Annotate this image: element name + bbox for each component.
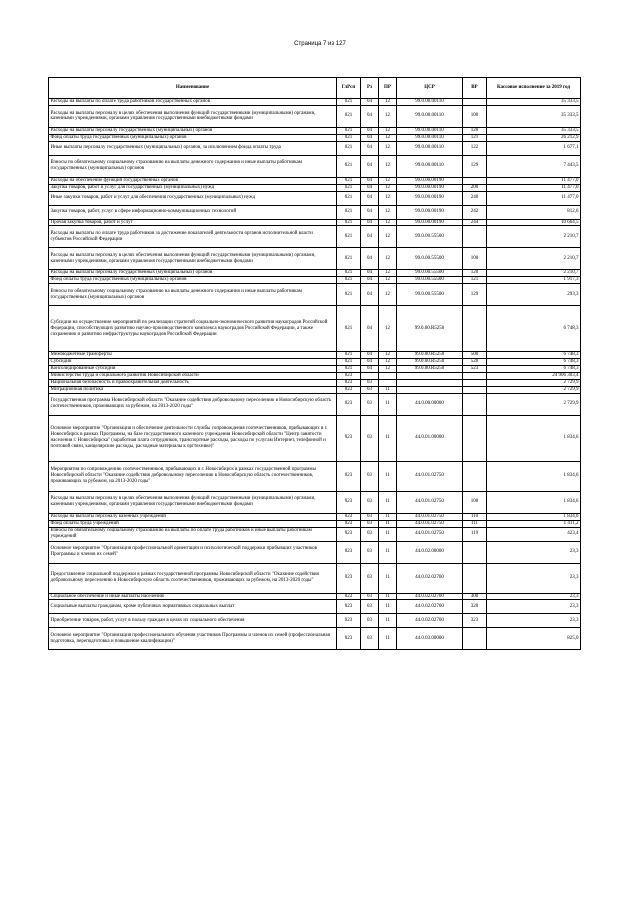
cell-csr: 44.0.03.00000 xyxy=(397,628,463,650)
table-row xyxy=(49,184,581,191)
cell-amount: 11 477,0 xyxy=(487,184,581,191)
table-row xyxy=(49,513,581,520)
cell-name: Фонд оплаты труда государственных (муниципальных) органов xyxy=(49,134,337,141)
table-row xyxy=(49,372,581,379)
cell-glrsp: 021 xyxy=(337,219,361,226)
cell-pr: 12 xyxy=(379,226,397,248)
cell-vr xyxy=(463,415,487,461)
cell-glrsp: 021 xyxy=(337,127,361,134)
cell-glrsp: 021 xyxy=(337,155,361,177)
cell-vr: 129 xyxy=(463,284,487,306)
cell-name: Расходы на выплаты персоналу государственных (муниципальных) органов xyxy=(49,270,337,277)
cell-name: Миграционная политика xyxy=(49,386,337,393)
table-row xyxy=(49,155,581,177)
cell-rz: 03 xyxy=(361,379,379,386)
cell-amount: 2 210,7 xyxy=(487,248,581,270)
table-row xyxy=(49,99,581,106)
cell-pr xyxy=(379,372,397,379)
cell-rz: 04 xyxy=(361,205,379,219)
cell-pr: 11 xyxy=(379,415,397,461)
cell-name: Государственная программа Новосибирской области "Оказание содействия добровольному переселению в Новосибирскую область соотечественников, проживающих за рубежом, на 2013-2020 годы" xyxy=(49,393,337,415)
cell-rz: 04 xyxy=(361,219,379,226)
cell-pr: 12 xyxy=(379,270,397,277)
cell-name: Фонд оплаты труда учреждений xyxy=(49,520,337,527)
cell-amount: 2 729,9 xyxy=(487,379,581,386)
cell-name: Основное мероприятие "Организация и обеспечение деятельности службы сопровождения соотечественников, прибывающих в г. Новосибирск в рамках Программы, на базе государственного казенного учреждения Новосибирской области "Центр занятости населения г. Новосибирска" (заработная плата сотрудников, транспортные расходы, расходы по услугам Интернет, телефонной и почтовой связи, канцелярские расходы, расходные материалы к оргтехнике)" xyxy=(49,415,337,461)
table-header-row xyxy=(49,78,581,99)
table-row xyxy=(49,306,581,352)
cell-glrsp: 023 xyxy=(337,527,361,541)
cell-glrsp: 021 xyxy=(337,226,361,248)
cell-amount: 6 748,3 xyxy=(487,352,581,359)
cell-rz: 04 xyxy=(361,352,379,359)
cell-glrsp: 021 xyxy=(337,105,361,127)
table-row xyxy=(49,527,581,541)
cell-pr: 12 xyxy=(379,366,397,373)
table-row xyxy=(49,177,581,184)
cell-vr xyxy=(463,461,487,491)
cell-vr: 100 xyxy=(463,105,487,127)
cell-name: Социальное обеспечение и иные выплаты населению xyxy=(49,593,337,600)
cell-name: Закупка товаров, работ и услуг для государственных (муниципальных) нужд xyxy=(49,184,337,191)
cell-name: Фонд оплаты труда государственных (муниципальных) органов xyxy=(49,277,337,284)
cell-vr xyxy=(463,372,487,379)
cell-amount: 26 212,9 xyxy=(487,134,581,141)
cell-pr: 12 xyxy=(379,306,397,352)
cell-vr: 100 xyxy=(463,491,487,513)
cell-amount: 23,3 xyxy=(487,541,581,563)
cell-csr: 44.0.01.00000 xyxy=(397,415,463,461)
table-row xyxy=(49,461,581,491)
cell-glrsp: 023 xyxy=(337,614,361,628)
cell-rz: 03 xyxy=(361,527,379,541)
cell-rz: 04 xyxy=(361,191,379,205)
cell-pr: 12 xyxy=(379,105,397,127)
cell-csr: 99.0.00.00190 xyxy=(397,177,463,184)
cell-rz: 03 xyxy=(361,513,379,520)
cell-glrsp: 021 xyxy=(337,306,361,352)
cell-glrsp: 021 xyxy=(337,141,361,155)
cell-vr: 111 xyxy=(463,520,487,527)
cell-amount: 11 477,0 xyxy=(487,191,581,205)
cell-rz: 04 xyxy=(361,141,379,155)
header-name: Наименование xyxy=(49,78,337,99)
cell-pr: 12 xyxy=(379,205,397,219)
table-row xyxy=(49,393,581,415)
header-pr: ПР xyxy=(379,78,397,99)
cell-amount: 293,3 xyxy=(487,284,581,306)
cell-name: Основное мероприятие "Организация профессиональной ориентации и психологической поддержки прибывших участников Программы и членов их семей" xyxy=(49,541,337,563)
cell-pr: 11 xyxy=(379,393,397,415)
cell-rz: 03 xyxy=(361,393,379,415)
cell-amount: 2 210,7 xyxy=(487,270,581,277)
cell-csr: 99.0.00.55500 xyxy=(397,284,463,306)
cell-glrsp: 021 xyxy=(337,134,361,141)
cell-amount: 1 834,6 xyxy=(487,491,581,513)
table-row xyxy=(49,134,581,141)
table-row xyxy=(49,219,581,226)
header-csr: ЦСР xyxy=(397,78,463,99)
cell-vr: 500 xyxy=(463,352,487,359)
cell-rz: 03 xyxy=(361,461,379,491)
cell-amount: 7 443,5 xyxy=(487,155,581,177)
page-header: Страница 7 из 127 xyxy=(294,41,346,47)
cell-pr: 11 xyxy=(379,520,397,527)
cell-name: Субсидии xyxy=(49,359,337,366)
cell-name: Взносы по обязательному социальному страхованию на выплаты денежного содержания и иные выплаты работникам государственных (муниципальных) органов xyxy=(49,155,337,177)
cell-name: Прочая закупка товаров, работ и услуг xyxy=(49,219,337,226)
table-row xyxy=(49,191,581,205)
cell-glrsp: 021 xyxy=(337,248,361,270)
cell-vr xyxy=(463,628,487,650)
table-row xyxy=(49,277,581,284)
cell-name: Взносы по обязательному социальному страхованию на выплаты денежного содержания и иные выплаты работникам государственных (муниципальных) органов xyxy=(49,284,337,306)
cell-name: Расходы на выплаты персоналу государственных (муниципальных) органов xyxy=(49,127,337,134)
cell-glrsp: 021 xyxy=(337,277,361,284)
cell-csr: 99.0.00.R5250 xyxy=(397,359,463,366)
cell-rz: 03 xyxy=(361,415,379,461)
cell-csr: 44.0.02.02760 xyxy=(397,593,463,600)
cell-glrsp: 023 xyxy=(337,541,361,563)
cell-name: Расходы на обеспечение функций государственных органов xyxy=(49,177,337,184)
cell-glrsp: 021 xyxy=(337,359,361,366)
cell-pr: 11 xyxy=(379,593,397,600)
cell-rz: 04 xyxy=(361,134,379,141)
cell-pr: 11 xyxy=(379,527,397,541)
cell-glrsp: 023 xyxy=(337,386,361,393)
cell-csr: 44.0.01.02750 xyxy=(397,513,463,520)
cell-vr: 200 xyxy=(463,184,487,191)
cell-rz: 03 xyxy=(361,600,379,614)
cell-pr: 11 xyxy=(379,600,397,614)
cell-csr: 44.0.00.00000 xyxy=(397,393,463,415)
cell-rz xyxy=(361,372,379,379)
cell-name: Предоставление социальной поддержки в рамках государственной программы Новосибирской области "Оказание содействия добровольному переселению в Новосибирскую область соотечественников, проживающих за рубежом, на 2013-2020 годы" xyxy=(49,563,337,593)
cell-csr: 99.0.00.00190 xyxy=(397,191,463,205)
cell-csr: 99.0.00.00190 xyxy=(397,184,463,191)
cell-csr: 99.0.00.00110 xyxy=(397,99,463,106)
cell-amount: 11 477,0 xyxy=(487,177,581,184)
cell-vr: 323 xyxy=(463,614,487,628)
cell-vr: 129 xyxy=(463,155,487,177)
budget-table xyxy=(48,77,581,650)
table-row xyxy=(49,600,581,614)
cell-csr: 99.0.00.00190 xyxy=(397,205,463,219)
cell-pr: 12 xyxy=(379,219,397,226)
cell-name: Расходы на выплаты персоналу в целях обеспечения выполнения функций государственными (муниципальными) органами, казенными учреждениями, органами управления государственными внебюджетными фондами xyxy=(49,248,337,270)
cell-vr: 110 xyxy=(463,513,487,520)
cell-amount: 23,3 xyxy=(487,563,581,593)
cell-amount: 423,4 xyxy=(487,527,581,541)
cell-glrsp: 023 xyxy=(337,593,361,600)
cell-amount: 24 906 303,4 xyxy=(487,372,581,379)
cell-csr: 44.0.01.02750 xyxy=(397,520,463,527)
cell-vr xyxy=(463,226,487,248)
cell-name: Расходы на выплаты персоналу в целях обеспечения выполнения функций государственными (муниципальными) органами, казенными учреждениями, органами управления государственными внебюджетными фондами xyxy=(49,491,337,513)
header-vr: ВР xyxy=(463,78,487,99)
cell-vr: 520 xyxy=(463,359,487,366)
cell-amount: 35 333,5 xyxy=(487,99,581,106)
cell-pr: 12 xyxy=(379,191,397,205)
cell-glrsp: 021 xyxy=(337,270,361,277)
cell-glrsp: 021 xyxy=(337,177,361,184)
table-row xyxy=(49,541,581,563)
table-row xyxy=(49,352,581,359)
cell-name: Консолидированные субсидии xyxy=(49,366,337,373)
cell-rz: 04 xyxy=(361,248,379,270)
cell-pr: 12 xyxy=(379,359,397,366)
cell-csr: 44.0.01.02750 xyxy=(397,491,463,513)
cell-csr: 44.0.02.00000 xyxy=(397,541,463,563)
cell-csr: 99.0.00.00110 xyxy=(397,127,463,134)
cell-name: Национальная безопасность и правоохранительная деятельность xyxy=(49,379,337,386)
cell-vr: 120 xyxy=(463,270,487,277)
cell-vr xyxy=(463,99,487,106)
cell-amount: 6 748,3 xyxy=(487,306,581,352)
cell-rz: 04 xyxy=(361,226,379,248)
cell-glrsp: 023 xyxy=(337,563,361,593)
cell-csr xyxy=(397,379,463,386)
cell-vr: 242 xyxy=(463,205,487,219)
cell-glrsp: 023 xyxy=(337,372,361,379)
cell-pr: 11 xyxy=(379,541,397,563)
cell-rz: 04 xyxy=(361,359,379,366)
cell-csr: 99.0.00.00110 xyxy=(397,155,463,177)
cell-rz: 03 xyxy=(361,593,379,600)
cell-pr: 11 xyxy=(379,563,397,593)
cell-rz: 04 xyxy=(361,366,379,373)
cell-csr xyxy=(397,386,463,393)
cell-csr xyxy=(397,372,463,379)
cell-csr: 99.0.00.55500 xyxy=(397,277,463,284)
cell-rz: 03 xyxy=(361,541,379,563)
cell-rz: 03 xyxy=(361,491,379,513)
cell-glrsp: 023 xyxy=(337,379,361,386)
cell-glrsp: 023 xyxy=(337,600,361,614)
cell-pr: 12 xyxy=(379,352,397,359)
cell-csr: 99.0.00.55500 xyxy=(397,248,463,270)
cell-vr: 121 xyxy=(463,277,487,284)
cell-pr: 12 xyxy=(379,134,397,141)
cell-amount: 1 917,3 xyxy=(487,277,581,284)
cell-name: Расходы на выплаты персоналу в целях обеспечения выполнения функций государственными (муниципальными) органами, казенными учреждениями, органами управления государственными внебюджетными фондами xyxy=(49,105,337,127)
cell-csr: 99.0.00.R5250 xyxy=(397,306,463,352)
cell-csr: 99.0.00.00190 xyxy=(397,219,463,226)
cell-csr: 99.0.00.55500 xyxy=(397,270,463,277)
cell-rz: 04 xyxy=(361,127,379,134)
cell-vr xyxy=(463,306,487,352)
cell-amount: 6 748,3 xyxy=(487,359,581,366)
cell-pr: 12 xyxy=(379,155,397,177)
cell-pr: 11 xyxy=(379,491,397,513)
cell-glrsp: 023 xyxy=(337,461,361,491)
table-row xyxy=(49,127,581,134)
table-row xyxy=(49,359,581,366)
cell-csr: 44.0.02.02760 xyxy=(397,563,463,593)
cell-csr: 99.0.00.55500 xyxy=(397,226,463,248)
table-row xyxy=(49,386,581,393)
table-row xyxy=(49,105,581,127)
cell-glrsp: 021 xyxy=(337,366,361,373)
cell-glrsp: 021 xyxy=(337,191,361,205)
table-row xyxy=(49,593,581,600)
cell-vr: 120 xyxy=(463,127,487,134)
cell-pr: 12 xyxy=(379,277,397,284)
cell-amount: 2 729,9 xyxy=(487,386,581,393)
cell-csr: 99.0.00.R5250 xyxy=(397,352,463,359)
table-row xyxy=(49,379,581,386)
cell-amount: 2 210,7 xyxy=(487,226,581,248)
cell-glrsp: 023 xyxy=(337,491,361,513)
header-rz: Рз xyxy=(361,78,379,99)
cell-vr: 240 xyxy=(463,191,487,205)
cell-vr: 300 xyxy=(463,593,487,600)
table-row xyxy=(49,248,581,270)
cell-pr xyxy=(379,379,397,386)
cell-pr: 11 xyxy=(379,614,397,628)
cell-rz: 03 xyxy=(361,614,379,628)
cell-vr: 523 xyxy=(463,366,487,373)
cell-amount: 2 729,9 xyxy=(487,393,581,415)
cell-name: Иные закупки товаров, работ и услуг для обеспечения государственных (муниципальных) нужд xyxy=(49,191,337,205)
cell-amount: 1 411,2 xyxy=(487,520,581,527)
cell-amount: 1 834,6 xyxy=(487,513,581,520)
table-row xyxy=(49,614,581,628)
table-row xyxy=(49,226,581,248)
cell-amount: 1 677,1 xyxy=(487,141,581,155)
cell-vr: 320 xyxy=(463,600,487,614)
cell-rz: 04 xyxy=(361,284,379,306)
cell-vr: 121 xyxy=(463,134,487,141)
cell-vr xyxy=(463,563,487,593)
table-row xyxy=(49,520,581,527)
cell-rz: 03 xyxy=(361,386,379,393)
cell-pr: 12 xyxy=(379,184,397,191)
cell-rz: 04 xyxy=(361,306,379,352)
cell-amount: 10 664,5 xyxy=(487,219,581,226)
header-glrsp: ГлРсп xyxy=(337,78,361,99)
cell-glrsp: 023 xyxy=(337,415,361,461)
table-row xyxy=(49,205,581,219)
cell-name: Основное мероприятие "Организация профессионального обучения участников Программы и членов их семей (профессиональная подготовка, переподготовка и повышение квалификации)" xyxy=(49,628,337,650)
cell-vr xyxy=(463,386,487,393)
cell-glrsp: 023 xyxy=(337,628,361,650)
cell-rz: 04 xyxy=(361,277,379,284)
cell-glrsp: 021 xyxy=(337,205,361,219)
cell-vr xyxy=(463,177,487,184)
cell-glrsp: 021 xyxy=(337,184,361,191)
cell-amount: 1 834,6 xyxy=(487,461,581,491)
cell-amount: 6 748,3 xyxy=(487,366,581,373)
cell-rz: 03 xyxy=(361,520,379,527)
cell-amount: 825,0 xyxy=(487,628,581,650)
cell-name: Межбюджетные трансферты xyxy=(49,352,337,359)
table-row xyxy=(49,141,581,155)
cell-pr: 12 xyxy=(379,127,397,134)
cell-name: Иные выплаты персоналу государственных (муниципальных) органов, за исключением фонда оплаты труда xyxy=(49,141,337,155)
cell-vr: 122 xyxy=(463,141,487,155)
cell-vr xyxy=(463,379,487,386)
cell-pr: 12 xyxy=(379,141,397,155)
cell-name: Приобретение товаров, работ, услуг в пользу граждан в целях их социального обеспечения xyxy=(49,614,337,628)
cell-amount: 812,6 xyxy=(487,205,581,219)
cell-pr: 11 xyxy=(379,628,397,650)
cell-name: Закупка товаров, работ, услуг в сфере информационно-коммуникационных технологий xyxy=(49,205,337,219)
cell-glrsp: 021 xyxy=(337,352,361,359)
header-amount: Кассовое исполнение за 2019 год xyxy=(487,78,581,99)
cell-rz: 04 xyxy=(361,177,379,184)
cell-amount: 23,3 xyxy=(487,600,581,614)
cell-name: Взносы по обязательному социальному страхованию на выплаты по оплате труда работников и иные выплаты работникам учреждений xyxy=(49,527,337,541)
cell-name: Министерство труда и социального развития Новосибирской области xyxy=(49,372,337,379)
table-row xyxy=(49,415,581,461)
cell-amount: 23,3 xyxy=(487,614,581,628)
cell-rz: 04 xyxy=(361,105,379,127)
cell-name: Расходы на выплаты по оплате труда работников государственных органов xyxy=(49,99,337,106)
cell-csr: 99.0.00.00110 xyxy=(397,134,463,141)
cell-csr: 44.0.01.02750 xyxy=(397,461,463,491)
cell-pr: 12 xyxy=(379,284,397,306)
cell-amount: 35 333,5 xyxy=(487,105,581,127)
cell-amount: 1 834,6 xyxy=(487,415,581,461)
cell-rz: 04 xyxy=(361,99,379,106)
cell-name: Расходы на выплаты по оплате труда работников за достижение показателей деятельности органов исполнительной власти субъектов Российской Федерации xyxy=(49,226,337,248)
cell-glrsp: 021 xyxy=(337,99,361,106)
cell-name: Мероприятия по сопровождению соотечественников, прибывающих в г. Новосибирск в рамках государственной программы Новосибирской области "Оказание содействия добровольному переселению в Новосибирскую область соотечественников, проживающих за рубежом, на 2013-2020 годы" xyxy=(49,461,337,491)
cell-pr: 11 xyxy=(379,386,397,393)
cell-pr: 12 xyxy=(379,99,397,106)
cell-vr: 119 xyxy=(463,527,487,541)
cell-rz: 04 xyxy=(361,184,379,191)
cell-name: Расходы на выплаты персоналу казенных учреждений xyxy=(49,513,337,520)
cell-pr: 12 xyxy=(379,177,397,184)
cell-csr: 99.0.00.R5250 xyxy=(397,366,463,373)
cell-pr: 12 xyxy=(379,248,397,270)
cell-rz: 03 xyxy=(361,563,379,593)
cell-amount: 35 333,5 xyxy=(487,127,581,134)
table-row xyxy=(49,628,581,650)
cell-glrsp: 023 xyxy=(337,520,361,527)
cell-rz: 03 xyxy=(361,628,379,650)
cell-name: Социальные выплаты гражданам, кроме публичных нормативных социальных выплат xyxy=(49,600,337,614)
cell-csr: 99.0.00.00110 xyxy=(397,105,463,127)
cell-rz: 04 xyxy=(361,155,379,177)
cell-vr: 100 xyxy=(463,248,487,270)
cell-rz: 04 xyxy=(361,270,379,277)
table-row xyxy=(49,366,581,373)
cell-pr: 11 xyxy=(379,513,397,520)
cell-csr: 44.0.02.02760 xyxy=(397,600,463,614)
table-row xyxy=(49,270,581,277)
cell-amount: 23,3 xyxy=(487,593,581,600)
cell-glrsp: 021 xyxy=(337,284,361,306)
cell-csr: 44.0.01.02750 xyxy=(397,527,463,541)
table-row xyxy=(49,491,581,513)
table-row xyxy=(49,284,581,306)
cell-glrsp: 023 xyxy=(337,513,361,520)
cell-vr xyxy=(463,393,487,415)
cell-glrsp: 023 xyxy=(337,393,361,415)
cell-csr: 99.0.00.00110 xyxy=(397,141,463,155)
cell-vr xyxy=(463,541,487,563)
cell-csr: 44.0.02.02760 xyxy=(397,614,463,628)
cell-vr: 244 xyxy=(463,219,487,226)
table-row xyxy=(49,563,581,593)
cell-pr: 11 xyxy=(379,461,397,491)
cell-name: Субсидии на осуществление мероприятий по реализации стратегий социально-экономического развития наукоградов Российской Федерации, способствующих развитию научно-производственного комплекса наукоградов Российской Федерации, а также сохранению и развитию инфраструктуры наукоградов Российской Федерации xyxy=(49,306,337,352)
